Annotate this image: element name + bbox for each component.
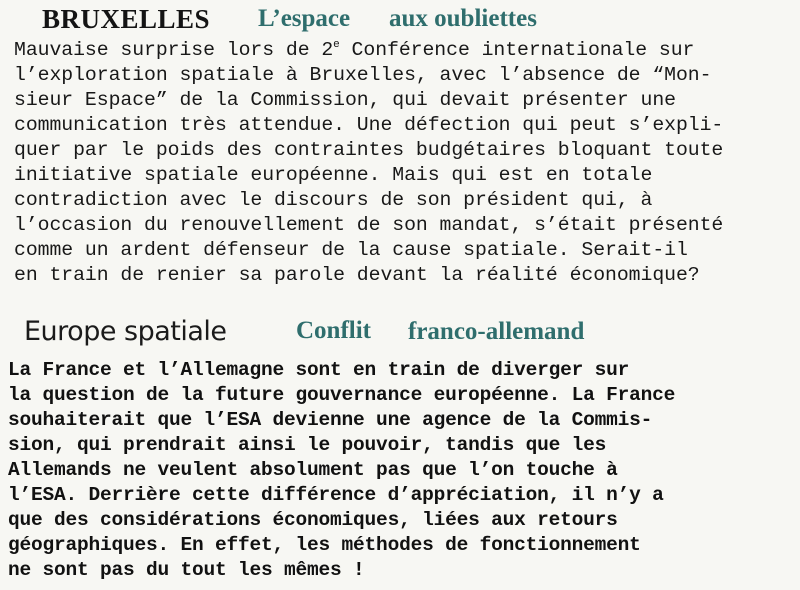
body-line: Mauvaise surprise lors de 2e Conférence internationale sur	[14, 39, 695, 61]
body-line: quer par le poids des contraintes budgétaires bloquant toute	[14, 139, 724, 161]
article-kicker: Europe spatiale	[24, 316, 227, 347]
body-line: la question de la future gouvernance européenne. La France	[8, 384, 676, 406]
article-title-part-2: aux oubliettes	[389, 5, 537, 32]
body-line: sion, qui prendrait ainsi le pouvoir, tandis que les	[8, 434, 607, 456]
body-line: initiative spatiale européenne. Mais qui est en totale	[14, 164, 653, 186]
body-line: ne sont pas du tout les mêmes !	[8, 559, 365, 581]
article-title-part-1: Conflit	[296, 317, 371, 344]
article-body	[14, 38, 723, 288]
body-line: en train de renier sa parole devant la réalité économique?	[14, 264, 700, 286]
body-line: que des considérations économiques, liées aux retours	[8, 509, 618, 531]
article-title-part-1: L’espace	[258, 5, 351, 32]
body-line: La France et l’Allemagne sont en train de diverger sur	[8, 359, 630, 381]
body-line: Allemands ne veulent absolument pas que l’on touche à	[8, 459, 618, 481]
article-kicker: BRUXELLES	[42, 4, 211, 34]
article-title-part-2: franco-allemand	[408, 318, 585, 345]
article-body	[8, 358, 675, 583]
body-line: comme un ardent défenseur de la cause spatiale. Serait-il	[14, 239, 688, 261]
body-line: l’ESA. Derrière cette différence d’appréciation, il n’y a	[8, 484, 664, 506]
body-line: l’exploration spatiale à Bruxelles, avec l’absence de “Mon-	[14, 64, 712, 86]
body-line: communication très attendue. Une défection qui peut s’expli-	[14, 114, 724, 136]
body-line: l’occasion du renouvellement de son mandat, s’était présenté	[14, 214, 724, 236]
body-line: souhaiterait que l’ESA devienne une agence de la Commis-	[8, 409, 653, 431]
body-line: sieur Espace” de la Commission, qui devait présenter une	[14, 89, 676, 111]
body-line: contradiction avec le discours de son président qui, à	[14, 189, 653, 211]
body-line: géographiques. En effet, les méthodes de fonctionnement	[8, 534, 641, 556]
